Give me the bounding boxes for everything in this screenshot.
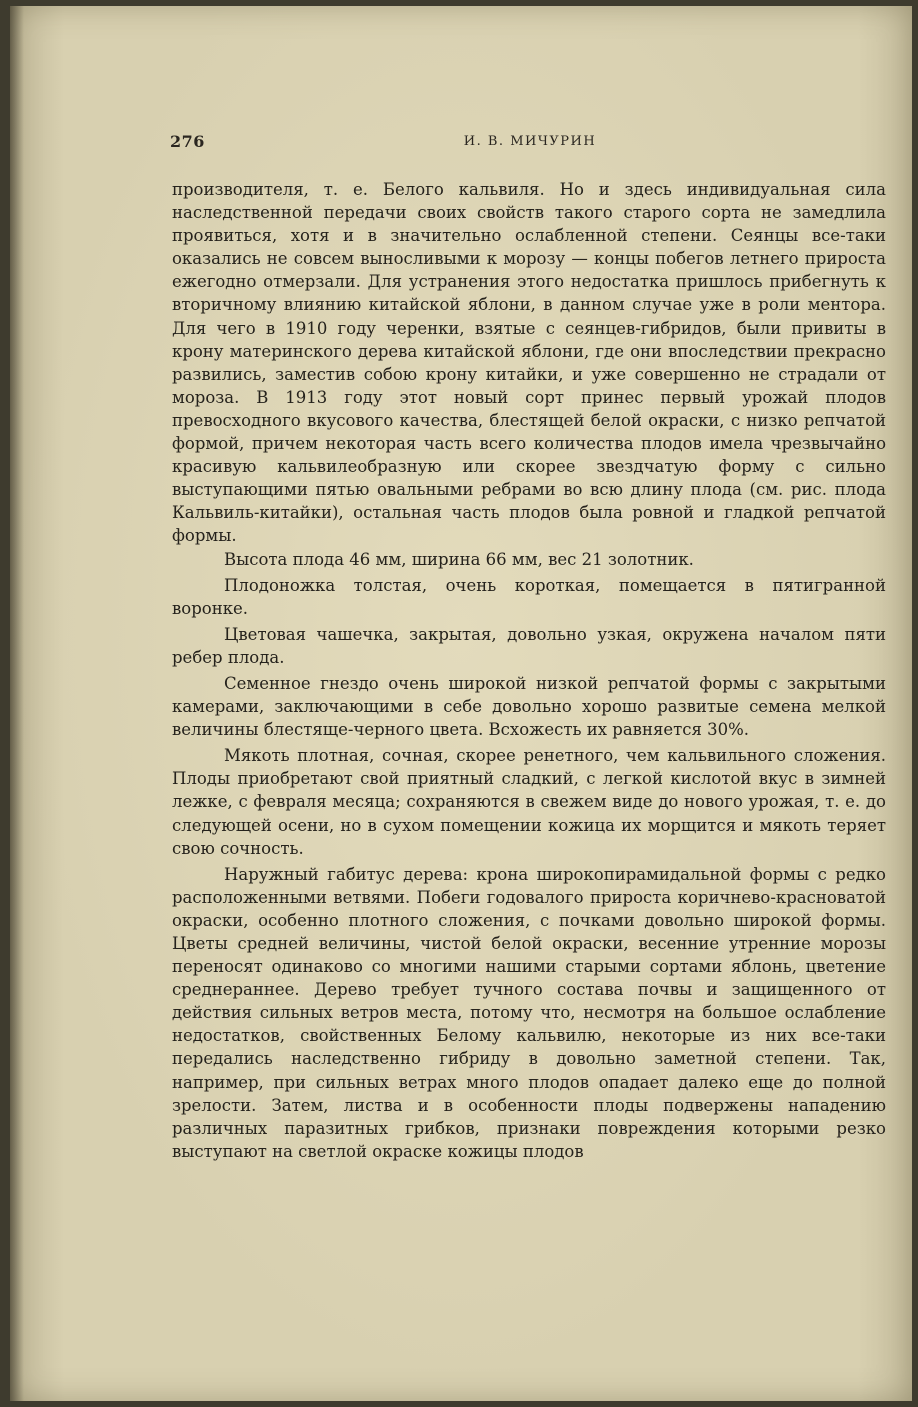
book-page	[10, 6, 912, 1401]
page-number: 276	[170, 132, 205, 151]
running-head	[170, 132, 890, 158]
paragraph-flesh: Мякоть плотная, сочная, скорее ренетного, чем кальвильного сложения. Плоды приобретают свой приятный сладкий, с легкой кислотой вкус в зимней лежке, с февраля месяца; сохраняются в свежем виде до нового урожая, т. е. до следующей осени, но в сухом помещении кожица их морщится и мякоть теряет свою сочность.	[172, 746, 886, 858]
paragraph-seed-core: Семенное гнездо очень широкой низкой репчатой формы с закрытыми камерами, заключающими в себе довольно хорошо развитые семена мелкой величины блестяще-черного цвета. Всхожесть их равняется 30%.	[172, 673, 886, 740]
paragraph-tree-habit: Наружный габитус дерева: крона широкопирамидальной формы с редко расположенными ветвями. Побеги годовалого прироста коричнево-красноватой окраски, особенно плотного сложения, с почками довольно широкой формы. Цветы средней величины, чистой белой окраски, весенние утренние морозы переносят одинаково со многими нашими старыми сортами яблонь, цветение среднераннее. Дерево требует тучного состава почвы и защищенного от действия сильных ветров места, потому что, несмотря на большое ослабление недостатков, свойственных Белому кальвилю, некоторые из них все-таки передались наследственно гибриду в довольно заметной степени. Так, например, при сильных ветрах много плодов опадает далеко еще до полной зрелости. Затем, листва и в особенности плоды подвержены нападению различных паразитных грибков, признаки повреждения которыми резко выступают на светлой окраске кожицы плодов	[172, 864, 886, 1161]
running-head-author: И. В. МИЧУРИН	[463, 134, 597, 149]
page-fold-shadow	[10, 6, 24, 1401]
paragraph-stalk: Плодоножка толстая, очень короткая, помещается в пятигранной воронке.	[172, 575, 886, 618]
body-text	[172, 178, 886, 1163]
paragraph-calyx: Цветовая чашечка, закрытая, довольно узкая, окружена началом пяти ребер плода.	[172, 624, 886, 667]
paragraph-fruit-size: Высота плода 46 мм, ширина 66 мм, вес 21 золотник.	[224, 549, 694, 569]
paragraph-continuation: производителя, т. е. Белого кальвиля. Но и здесь индивидуальная сила наследственной передачи своих свойств такого старого сорта не замедлила проявиться, хотя и в значительно ослабленной степени. Сеянцы все-таки оказались не совсем выносливыми к морозу — концы побегов летнего прироста ежегодно отмерзали. Для устранения этого недостатка пришлось прибегнуть к вторичному влиянию китайской яблони, в данном случае уже в роли ментора. Для чего в 1910 году черенки, взятые с сеянцев-гибридов, были привиты в крону материнского дерева китайской яблони, где они впоследствии прекрасно развились, заместив собою крону китайки, и уже совершенно не страдали от мороза. В 1913 году этот новый сорт принес первый урожай плодов превосходного вкусового качества, блестящей белой окраски, с низко репчатой формой, причем некоторая часть всего количества плодов имела чрезвычайно красивую кальвилеобразную или скорее звездчатую форму с сильно выступающими пятью овальными ребрами во всю длину плода (см. рис. плода Кальвиль-китайки), остальная часть плодов была ровной и гладкой репчатой формы.	[172, 180, 886, 546]
